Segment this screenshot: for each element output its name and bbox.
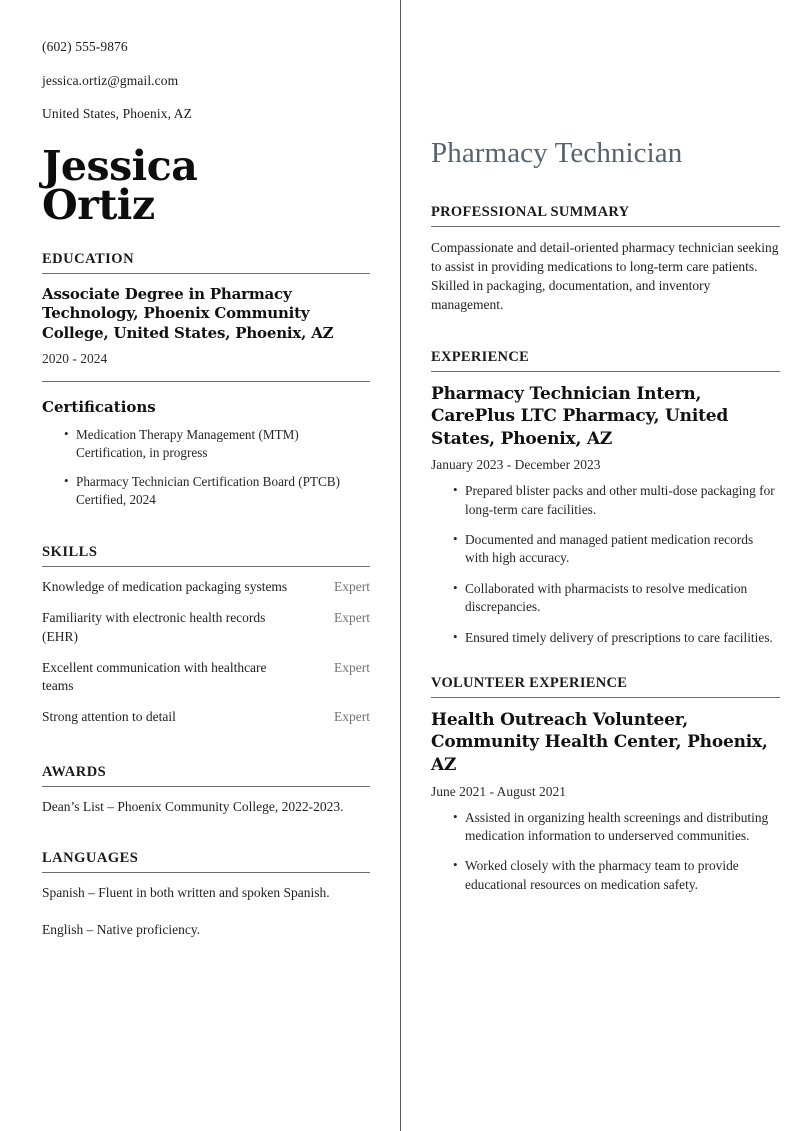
summary-text: Compassionate and detail-oriented pharmacy technician seeking to assist in providing medications to long-term care patients. Skilled in packaging, documentation, and inventory management. [431, 239, 779, 313]
skill-name: Excellent communication with healthcare teams [42, 659, 267, 694]
list-item: • Prepared blister packs and other multi-dose packaging for long-term care facilities. [453, 482, 780, 519]
education-dates: 2020 - 2024 [42, 350, 108, 366]
page-title: Pharmacy Technician [431, 137, 683, 169]
skill-level: Expert [334, 579, 370, 595]
section-volunteer-experience [431, 675, 780, 894]
language-item: Spanish – Fluent in both written and spoken Spanish. [42, 885, 330, 901]
section-title-experience: EXPERIENCE [431, 349, 780, 372]
section-professional-summary [431, 204, 780, 315]
skill-level: Expert [334, 709, 370, 725]
section-title-languages: LANGUAGES [42, 850, 370, 873]
contact-email: jessica.ortiz@gmail.com [42, 72, 179, 88]
list-item: • Ensured timely delivery of prescriptions to care facilities. [453, 629, 780, 647]
candidate-name [42, 141, 370, 229]
experience-bullets [431, 482, 780, 647]
first-name: Jessica [42, 141, 198, 190]
skill-name: Knowledge of medication packaging systems [42, 579, 288, 595]
right-column [400, 0, 800, 1131]
section-languages [42, 850, 370, 940]
column-divider [400, 0, 401, 1131]
skill-name: Familiarity with electronic health records (EHR) [42, 610, 266, 644]
experience-role: Pharmacy Technician Intern, CarePlus LTC Pharmacy, United States, Phoenix, AZ [431, 383, 729, 449]
list-item: • Documented and managed patient medication records with high accuracy. [453, 531, 780, 568]
section-title-education: EDUCATION [42, 251, 370, 274]
education-divider [42, 381, 370, 382]
education-degree: Associate Degree in Pharmacy Technology, Phoenix Community College, United States, Phoenix, AZ [42, 284, 334, 343]
skill-name: Strong attention to detail [42, 709, 176, 725]
section-certifications [42, 398, 370, 509]
volunteer-dates: June 2021 - August 2021 [431, 783, 566, 799]
skill-row [42, 609, 370, 645]
last-name: Ortiz [42, 180, 155, 229]
list-item: • Assisted in organizing health screenings and distributing medication information to underserved communities. [453, 809, 780, 846]
section-title-skills: SKILLS [42, 544, 370, 567]
subheading-certifications: Certifications [42, 397, 156, 416]
volunteer-role: Health Outreach Volunteer, Community Health Center, Phoenix, AZ [431, 709, 768, 776]
skill-level: Expert [334, 659, 370, 675]
section-awards [42, 764, 370, 817]
contact-location: United States, Phoenix, AZ [42, 106, 192, 122]
section-title-awards: AWARDS [42, 764, 370, 787]
list-item: • Collaborated with pharmacists to resolve medication discrepancies. [453, 580, 780, 617]
section-education [42, 251, 370, 382]
skill-level: Expert [334, 610, 370, 626]
experience-dates: January 2023 - December 2023 [431, 457, 601, 473]
section-experience [431, 349, 780, 647]
volunteer-bullets [431, 809, 780, 894]
language-item: English – Native proficiency. [42, 922, 201, 938]
contact-phone: (602) 555-9876 [42, 39, 128, 54]
section-title-volunteer: VOLUNTEER EXPERIENCE [431, 675, 780, 698]
section-title-summary: PROFESSIONAL SUMMARY [431, 204, 780, 227]
award-item: Dean’s List – Phoenix Community College, 2022-2023. [42, 798, 344, 814]
certifications-list [42, 426, 370, 509]
list-item: • Pharmacy Technician Certification Board (PTCB) Certified, 2024 [64, 473, 370, 509]
skill-row [42, 708, 370, 726]
skill-row [42, 578, 370, 596]
skill-row [42, 659, 370, 695]
list-item: • Medication Therapy Management (MTM) Certification, in progress [64, 426, 370, 462]
section-skills [42, 544, 370, 726]
list-item: • Worked closely with the pharmacy team to provide educational resources on medication safety. [453, 857, 780, 894]
